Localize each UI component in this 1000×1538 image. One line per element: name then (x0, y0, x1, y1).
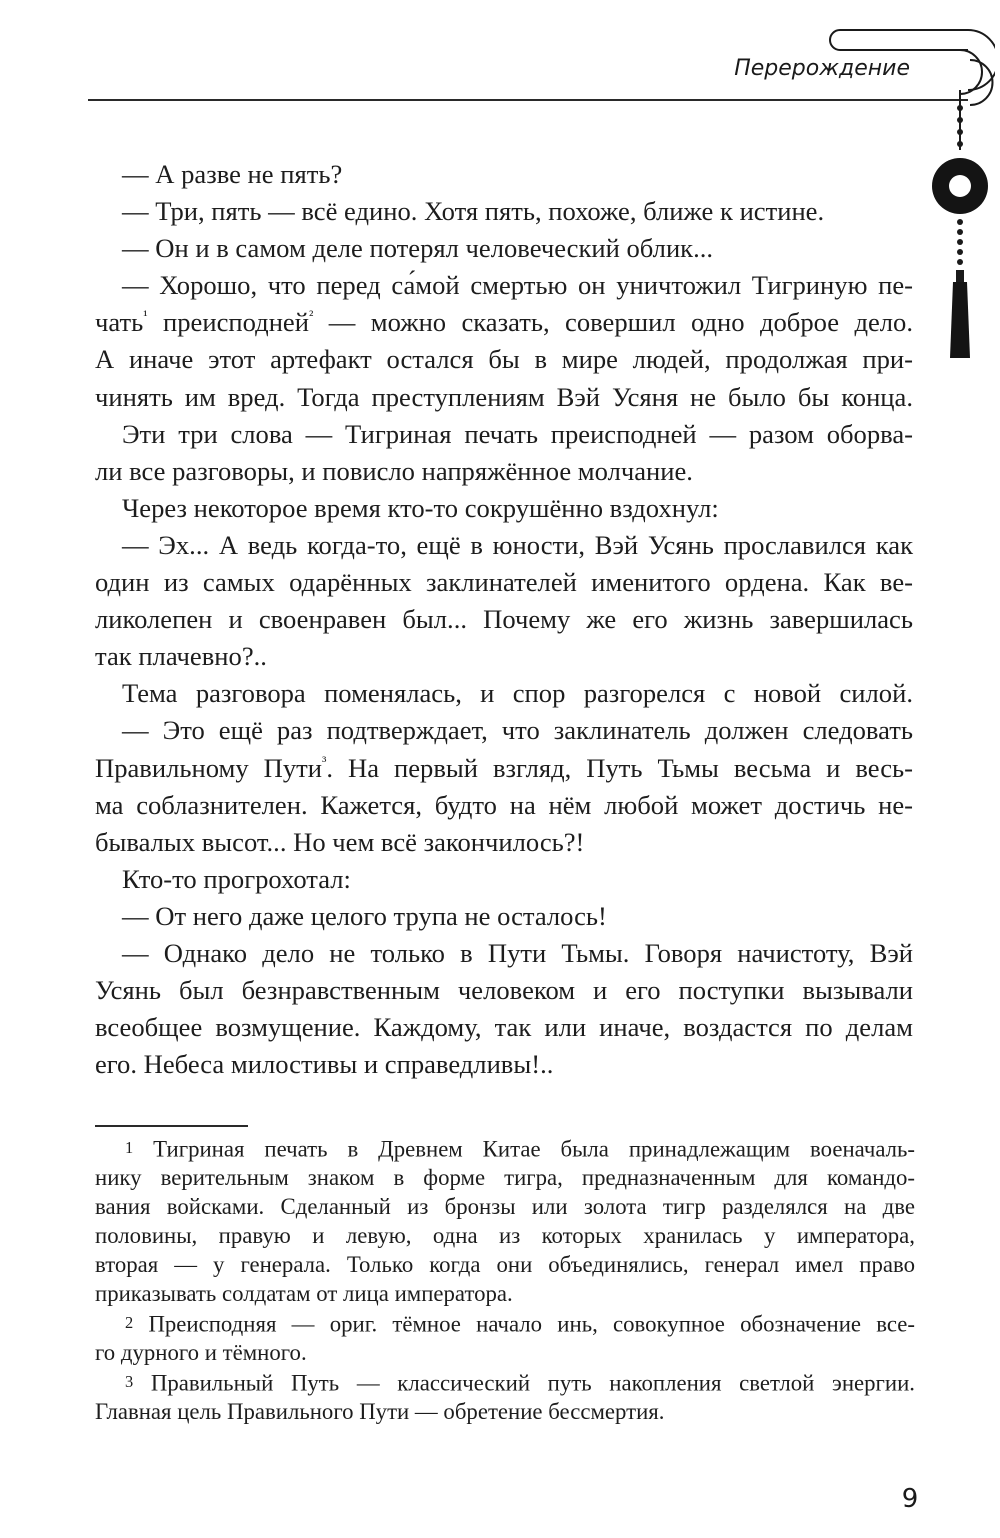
paragraph (95, 527, 913, 675)
text-line: Кто-то прогрохотал: (122, 863, 351, 894)
footnote (95, 1368, 915, 1427)
text-line: Тема разговора поменялась, и спор разгорелся с новой силой. (122, 678, 913, 709)
body-text (95, 156, 913, 1083)
text-fragment: Преисподняя — ориг. тёмное начало инь, совокупное обозначение все- (148, 1311, 915, 1336)
paragraph (95, 156, 913, 193)
text-line: бывалых высот... Но чем всё закончилось?! (95, 826, 585, 857)
text-line: Усянь был безнравственным человеком и его поступки вызывали (95, 975, 913, 1006)
footnote-ref[interactable]: ¹ (143, 308, 148, 325)
footnote-ref[interactable]: ² (308, 308, 314, 325)
text-line: — Три, пять — всё едино. Хотя пять, похоже, ближе к истине. (122, 196, 825, 227)
footnote-number: 3 (125, 1371, 134, 1391)
text-fragment: — можно сказать, совершил одно доброе дело. (313, 307, 913, 338)
text-line: — Это ещё раз подтверждает, что заклинатель должен следовать (122, 715, 913, 746)
text-line: — Он и в самом деле потерял человеческий облик... (122, 233, 714, 264)
paragraph (95, 861, 913, 898)
paragraph (95, 193, 913, 230)
text-line: Эти три слова — Тигриная печать преисподней — разом оборва- (122, 418, 913, 449)
footnote-ref[interactable]: ³ (321, 753, 327, 770)
footnote (95, 1309, 915, 1368)
footnote-rule (95, 1125, 248, 1127)
text-line: приказывать солдатам от лица императора. (95, 1280, 513, 1306)
text-line: — Хорошо, что перед са́мой смертью он уничтожил Тигриную пе- (122, 270, 913, 301)
text-line (95, 1134, 915, 1164)
paragraph (95, 935, 913, 1083)
text-fragment: Правильный Путь — классический путь накопления светлой энергии. (150, 1370, 915, 1396)
text-line: нику верительным знаком в форме тигра, предназначенным для командо- (95, 1165, 915, 1191)
paragraph (95, 675, 913, 712)
running-title: Перерождение (734, 56, 910, 81)
text-line (95, 304, 913, 341)
text-line: А иначе этот артефакт остался бы в мире людей, продолжая при- (95, 344, 913, 375)
paragraph (95, 416, 913, 490)
text-line: ли все разговоры, и повисло напряжённое молчание. (95, 455, 693, 486)
text-line: Главная цель Правильного Пути — обретение бессмертия. (95, 1399, 665, 1424)
text-line: его. Небеса милостивы и справедливы!.. (95, 1049, 554, 1080)
footnote-number: 1 (125, 1138, 134, 1157)
text-fragment: преисподней (147, 307, 309, 338)
footnotes (95, 1134, 915, 1427)
text-line (95, 1368, 915, 1398)
text-fragment: чать (95, 307, 144, 338)
text-line: всеобщее возмущение. Каждому, так или иначе, воздастся по делам (95, 1012, 913, 1043)
text-line: Через некоторое время кто-то сокрушённо вздохнул: (122, 492, 719, 523)
paragraph (95, 490, 913, 527)
text-line: половины, правую и левую, одна из которых хранилась у императора, (95, 1223, 915, 1248)
page-number: 9 (901, 1484, 919, 1514)
text-line: чинять им вред. Тогда преступлениям Вэй Усяня не было бы конца. (95, 381, 913, 412)
text-line: ликолепен и своенравен был... Почему же его жизнь завершилась (95, 604, 913, 635)
paragraph (95, 898, 913, 935)
text-line: вания войсками. Сделанный из бронзы или золота тигр разделялся на две (95, 1194, 915, 1220)
text-line (95, 750, 913, 787)
text-line: так плачевно?.. (95, 641, 267, 672)
paragraph (95, 712, 913, 860)
text-fragment: Правильному Пути (95, 752, 322, 783)
text-fragment: Тигриная печать в Древнем Китае была принадлежащим военачаль- (153, 1136, 916, 1162)
text-line: ма соблазнителен. Кажется, будто на нём любой может достичь не- (95, 789, 913, 820)
text-line: го дурного и тёмного. (95, 1339, 307, 1365)
text-line: один из самых одарённых заклинателей именитого ордена. Как ве- (95, 567, 913, 598)
paragraph (95, 230, 913, 267)
footnote (95, 1134, 915, 1309)
text-line: — От него даже целого трупа не осталось! (122, 900, 607, 931)
text-line: — А разве не пять? (122, 159, 343, 189)
text-line: — Эх... А ведь когда-то, ещё в юности, Вэй Усянь прославился как (122, 529, 913, 560)
paragraph (95, 267, 913, 415)
text-line: вторая — у генерала. Только когда они объединялись, генерал имел право (95, 1251, 915, 1277)
footnote-number: 2 (125, 1312, 134, 1332)
text-line (95, 1309, 915, 1339)
text-fragment: . На первый взгляд, Путь Тьмы весьма и весь- (326, 752, 913, 783)
text-line: — Однако дело не только в Пути Тьмы. Говоря начистоту, Вэй (122, 937, 913, 968)
